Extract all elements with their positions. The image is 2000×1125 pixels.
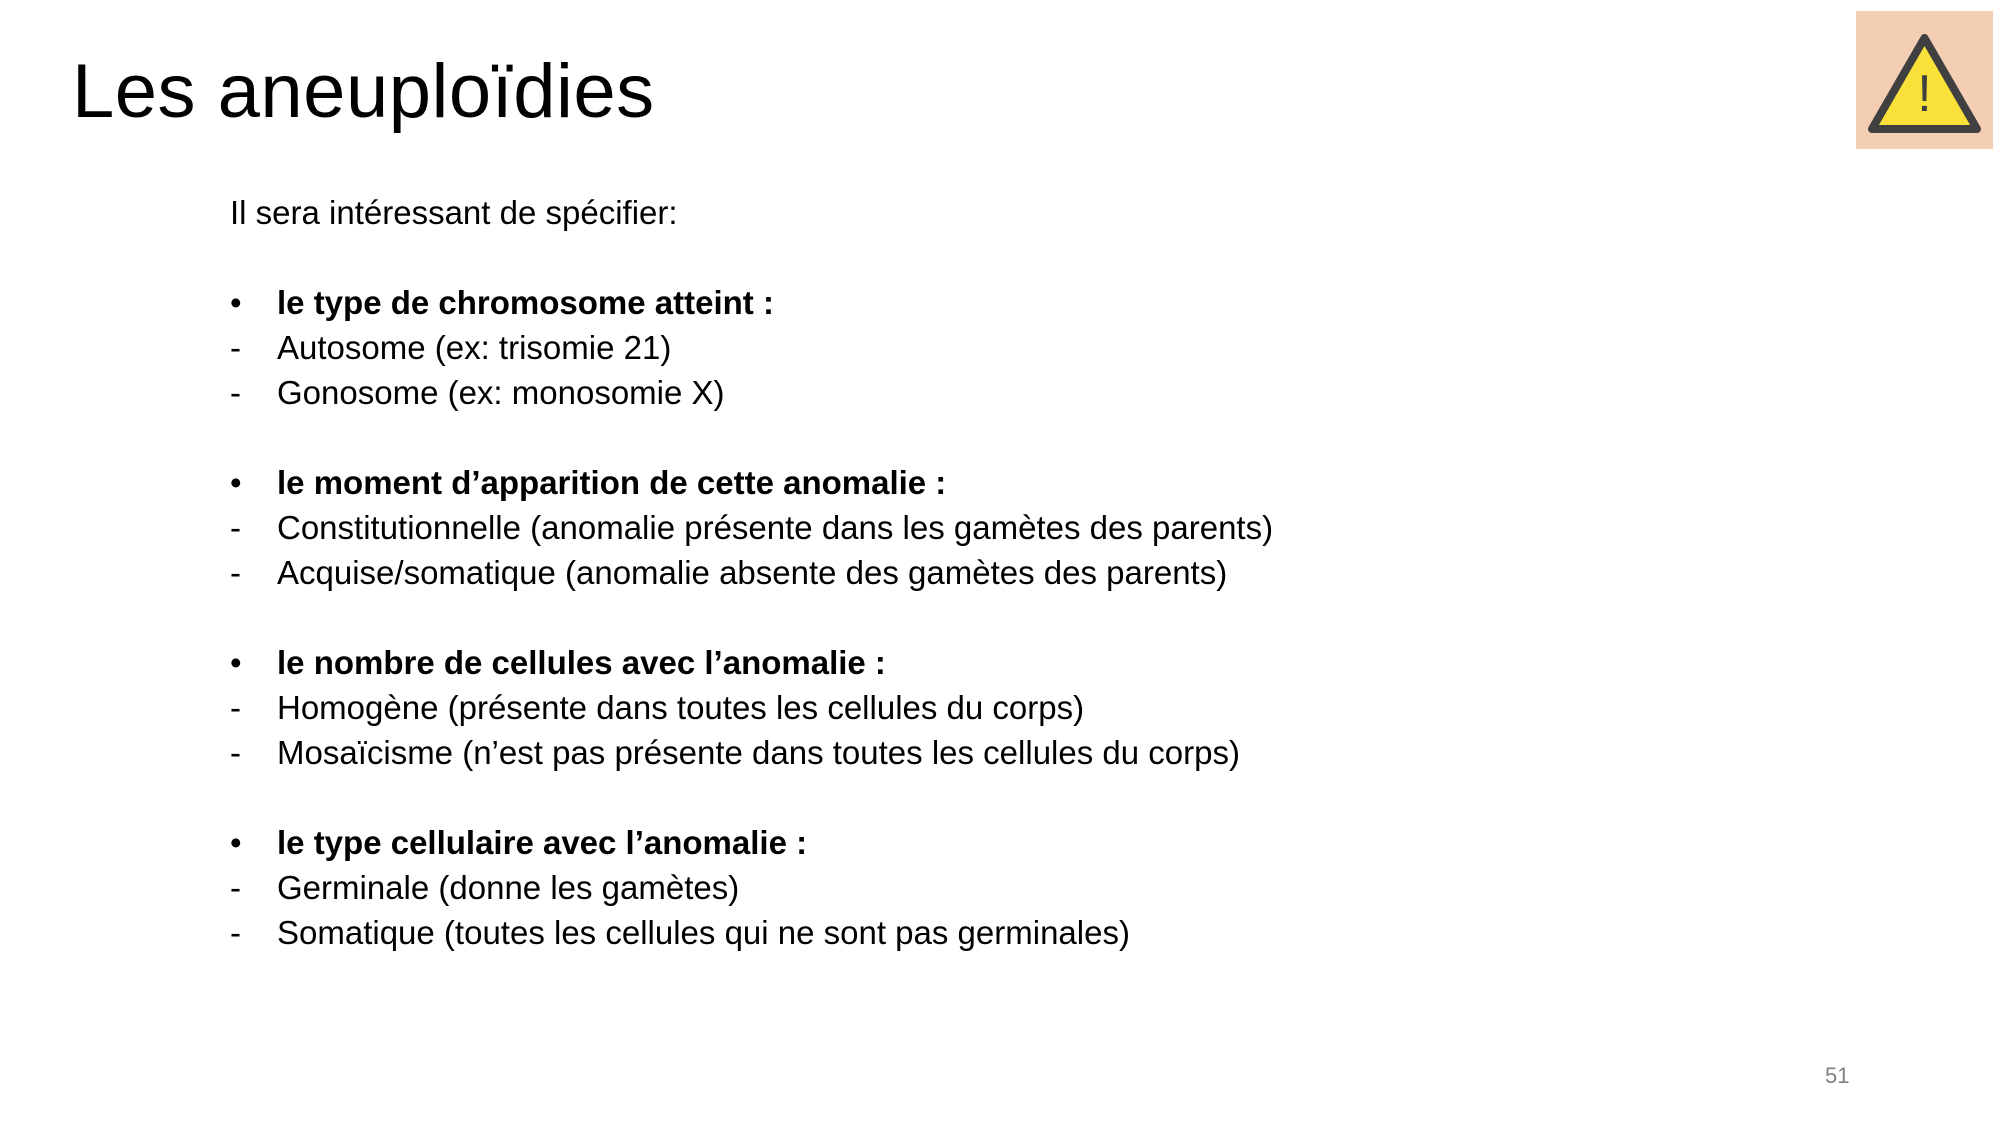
bullet-heading: le moment d’apparition de cette anomalie : [277, 464, 947, 501]
bullet-item [230, 640, 1730, 685]
dash-marker: - [230, 914, 241, 951]
dash-marker: - [230, 869, 241, 906]
warning-box [1856, 11, 1993, 149]
dash-item [230, 505, 1730, 550]
dash-marker: - [230, 329, 241, 366]
dash-item-text: Homogène (présente dans toutes les cellules du corps) [277, 689, 1085, 726]
dash-marker: - [230, 734, 241, 771]
dash-item [230, 910, 1730, 955]
dash-item [230, 370, 1730, 415]
dash-item [230, 325, 1730, 370]
bullet-item [230, 820, 1730, 865]
dash-item-text: Acquise/somatique (anomalie absente des gamètes des parents) [277, 554, 1228, 591]
dash-item-text: Germinale (donne les gamètes) [277, 869, 740, 906]
dash-item-text: Gonosome (ex: monosomie X) [277, 374, 725, 411]
dash-marker: - [230, 509, 241, 546]
dash-item [230, 550, 1730, 595]
section-cell-type [230, 820, 1730, 955]
bullet-heading: le type de chromosome atteint : [277, 284, 774, 321]
bullet-item [230, 460, 1730, 505]
bullet-marker: • [230, 824, 242, 861]
dash-item-text: Autosome (ex: trisomie 21) [277, 329, 672, 366]
dash-item-text: Mosaïcisme (n’est pas présente dans toutes les cellules du corps) [277, 734, 1240, 771]
section-chromosome-type [230, 280, 1730, 415]
warning-triangle-icon [1866, 31, 1983, 136]
bullet-marker: • [230, 464, 242, 501]
section-onset [230, 460, 1730, 595]
bullet-marker: • [230, 644, 242, 681]
dash-item [230, 685, 1730, 730]
dash-item-text: Constitutionnelle (anomalie présente dans les gamètes des parents) [277, 509, 1274, 546]
dash-item [230, 865, 1730, 910]
dash-item [230, 730, 1730, 775]
page-number: 51 [1825, 1063, 1850, 1088]
slide-title: Les aneuploïdies [72, 49, 655, 134]
bullet-item [230, 280, 1730, 325]
dash-marker: - [230, 554, 241, 591]
warning-exclamation: ! [1917, 65, 1932, 123]
intro-text: Il sera intéressant de spécifier: [230, 194, 678, 231]
slide-content [230, 190, 1730, 955]
bullet-heading: le nombre de cellules avec l’anomalie : [277, 644, 886, 681]
bullet-marker: • [230, 284, 242, 321]
dash-marker: - [230, 689, 241, 726]
dash-item-text: Somatique (toutes les cellules qui ne sont pas germinales) [277, 914, 1130, 951]
dash-marker: - [230, 374, 241, 411]
section-cell-count [230, 640, 1730, 775]
bullet-heading: le type cellulaire avec l’anomalie : [277, 824, 808, 861]
